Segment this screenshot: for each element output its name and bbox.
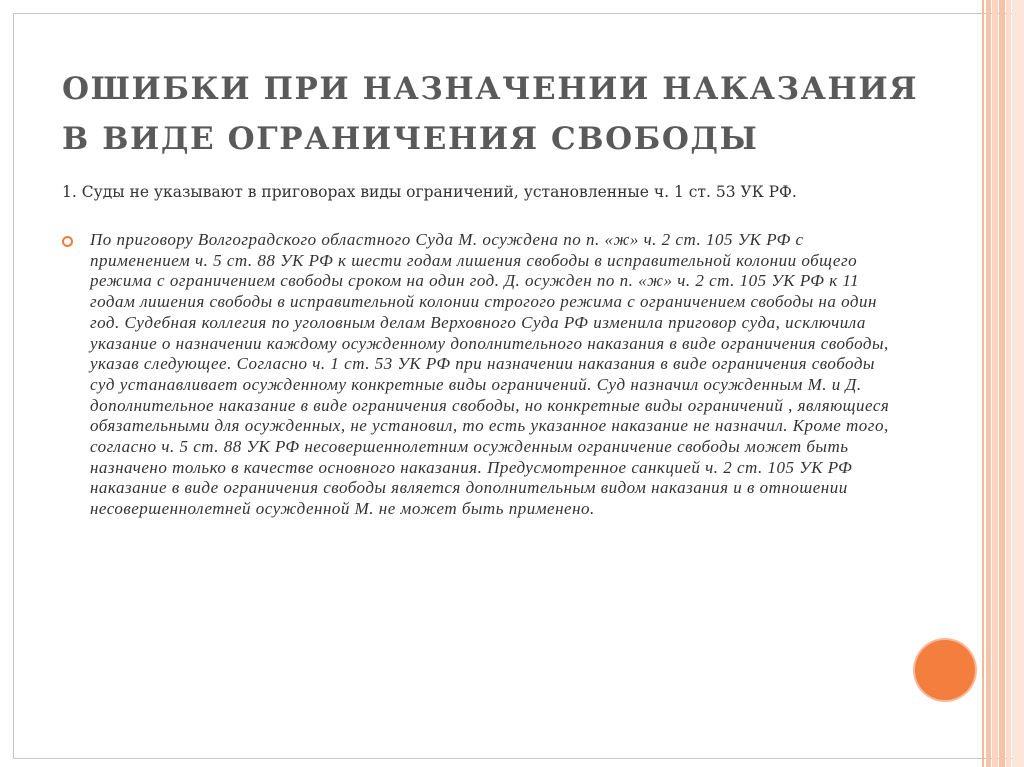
decorative-stripe (982, 0, 984, 767)
slide-title: ОШИБКИ ПРИ НАЗНАЧЕНИИ НАКАЗАНИЯ В ВИДЕ ОГРАНИЧЕНИЯ СВОБОДЫ (62, 71, 919, 157)
bullet-text: По приговору Волгоградского областного Суда М. осуждена по п. «ж» ч. 2 ст. 105 УК РФ с применением ч. 5 ст. 88 УК РФ к шести годам лишения свободы в исправительной колонии общего режима с ограничением свободы сроком на один год. Д. осужден по п. «ж» ч. 2 ст. 105 УК РФ к 11 годам лишения свободы в исправительной колонии строгого режима с ограничением свободы на один год. Судебная коллегия по уголовным делам Верховного Суда РФ изменила приговор суда, исключила указание о назначении каждому осужденному дополнительного наказания в виде ограничения свободы, указав следующее. Согласно ч. 1 ст. 53 УК РФ при назначении наказания в виде ограничения свободы суд устанавливает осужденному конкретные виды ограничений. Суд назначил осужденным М. и Д. дополнительное наказание в виде ограничения свободы, но конкретные виды ограничений , являющиеся обязательными для осужденных, не установил, то есть указанное наказание не назначил. Кроме того, согласно ч. 5 ст. 88 УК РФ несовершеннолетним осужденным ограничение свободы может быть назначено только в качестве основного наказания. Предусмотренное санкцией ч. 2 ст. 105 УК РФ наказание в виде ограничения свободы является дополнительным видом наказания и в отношении несовершеннолетней осужденной М. не может быть применено. (90, 230, 890, 519)
decorative-stripe (999, 0, 1005, 767)
decorative-stripe (992, 0, 998, 767)
decorative-stripe (1006, 0, 1011, 767)
bullet-icon (62, 234, 74, 246)
decorative-circle (915, 640, 975, 700)
decorative-stripe (986, 0, 991, 767)
lead-paragraph: 1. Суды не указывают в приговорах виды ограничений, установленные ч. 1 ст. 53 УК РФ. (62, 183, 797, 201)
decorative-stripe (1012, 0, 1024, 767)
